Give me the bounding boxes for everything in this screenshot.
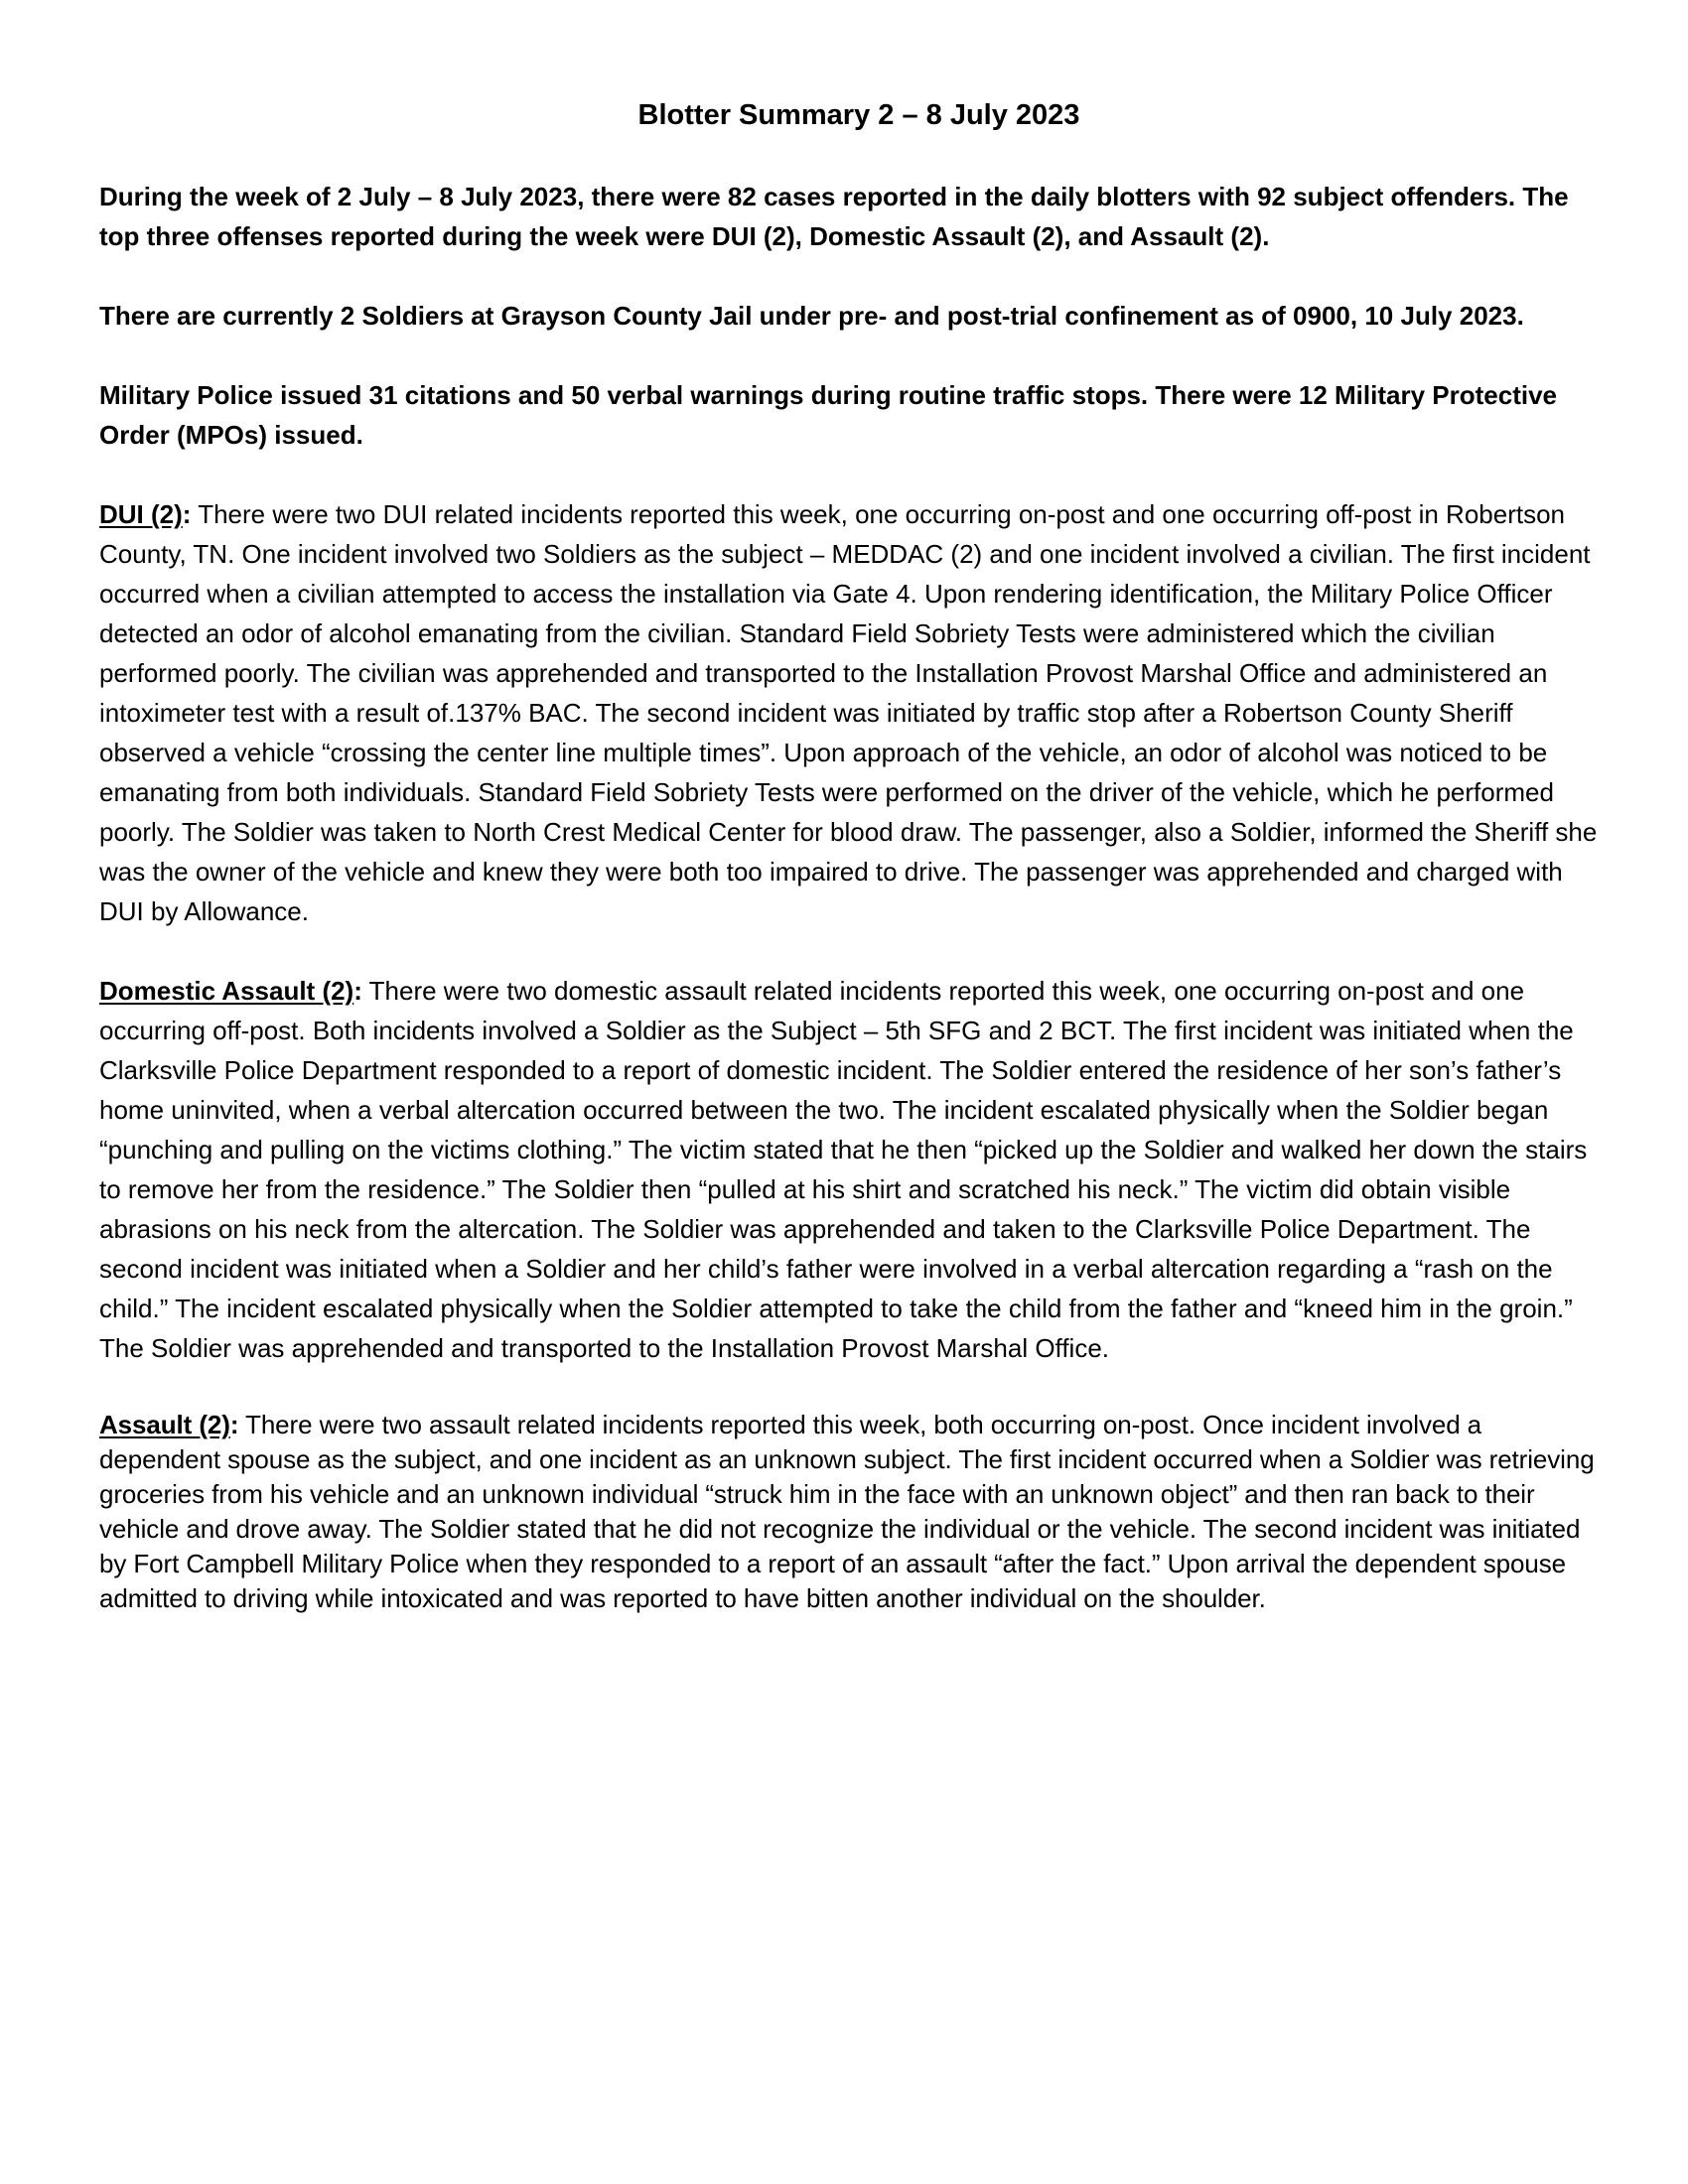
confinement-paragraph: There are currently 2 Soldiers at Grayson County Jail under pre- and post-trial confinement as of 0900, 10 July 2023.: [99, 301, 1524, 331]
document-page: [99, 95, 1599, 1656]
section-colon: :: [353, 976, 362, 1006]
weekly-summary-paragraph: During the week of 2 July – 8 July 2023, there were 82 cases reported in the daily blotters with 92 subject offenders. The top three offenses reported during the week were DUI (2), Domestic Assault (2), and Assault (2).: [99, 182, 1569, 251]
section-assault: [99, 1408, 1599, 1616]
section-dui: [99, 494, 1599, 931]
section-heading-dui: DUI (2): [99, 499, 183, 529]
section-colon: :: [182, 499, 192, 529]
section-body-dui: There were two DUI related incidents reported this week, one occurring on-post and one occurring off-post in Robertson County, TN. One incident involved two Soldiers as the subject – MEDDAC (2) and one incident involved a civilian. The first incident occurred when a civilian attempted to access the installation via Gate 4. Upon rendering identification, the Military Police Officer detected an odor of alcohol emanating from the civilian. Standard Field Sobriety Tests were administered which the civilian performed poorly. The civilian was apprehended and transported to the Installation Provost Marshal Office and administered an intoximeter test with a result of.137% BAC. The second incident was initiated by traffic stop after a Robertson County Sheriff observed a vehicle “crossing the center line multiple times”. Upon approach of the vehicle, an odor of alcohol was noticed to be emanating from both individuals. Standard Field Sobriety Tests were performed on the driver of the vehicle, which he performed poorly. The Soldier was taken to North Crest Medical Center for blood draw. The passenger, also a Soldier, informed the Sheriff she was the owner of the vehicle and knew they were both too impaired to drive. The passenger was apprehended and charged with DUI by Allowance.: [99, 499, 1598, 926]
document-title: Blotter Summary 2 – 8 July 2023: [637, 99, 1080, 131]
section-colon: :: [229, 1410, 239, 1439]
section-domestic-assault: [99, 971, 1599, 1368]
traffic-citations-paragraph: Military Police issued 31 citations and 50 verbal warnings during routine traffic stops. There were 12 Military Protective Order (MPOs) issued.: [99, 380, 1557, 450]
section-heading-domestic-assault: Domestic Assault (2): [99, 976, 354, 1006]
section-body-assault: There were two assault related incidents reported this week, both occurring on-post. Once incident involved a dependent spouse as the subject, and one incident as an unknown subject. The first incident occurred when a Soldier was retrieving groceries from his vehicle and an unknown individual “struck him in the face with an unknown object” and then ran back to their vehicle and drove away. The Soldier stated that he did not recognize the individual or the vehicle. The second incident was initiated by Fort Campbell Military Police when they responded to a report of an assault “after the fact.” Upon arrival the dependent spouse admitted to driving while intoxicated and was reported to have bitten another individual on the shoulder.: [99, 1410, 1595, 1613]
section-heading-assault: Assault (2): [99, 1410, 230, 1439]
section-body-domestic-assault: There were two domestic assault related incidents reported this week, one occurring on-post and one occurring off-post. Both incidents involved a Soldier as the Subject – 5th SFG and 2 BCT. The first incident was initiated when the Clarksville Police Department responded to a report of domestic incident. The Soldier entered the residence of her son’s father’s home uninvited, when a verbal altercation occurred between the two. The incident escalated physically when the Soldier began “punching and pulling on the victims clothing.” The victim stated that he then “picked up the Soldier and walked her down the stairs to remove her from the residence.” The Soldier then “pulled at his shirt and scratched his neck.” The victim did obtain visible abrasions on his neck from the altercation. The Soldier was apprehended and taken to the Clarksville Police Department. The second incident was initiated when a Soldier and her child’s father were involved in a verbal altercation regarding a “rash on the child.” The incident escalated physically when the Soldier attempted to take the child from the father and “kneed him in the groin.” The Soldier was apprehended and transported to the Installation Provost Marshal Office.: [99, 976, 1588, 1363]
